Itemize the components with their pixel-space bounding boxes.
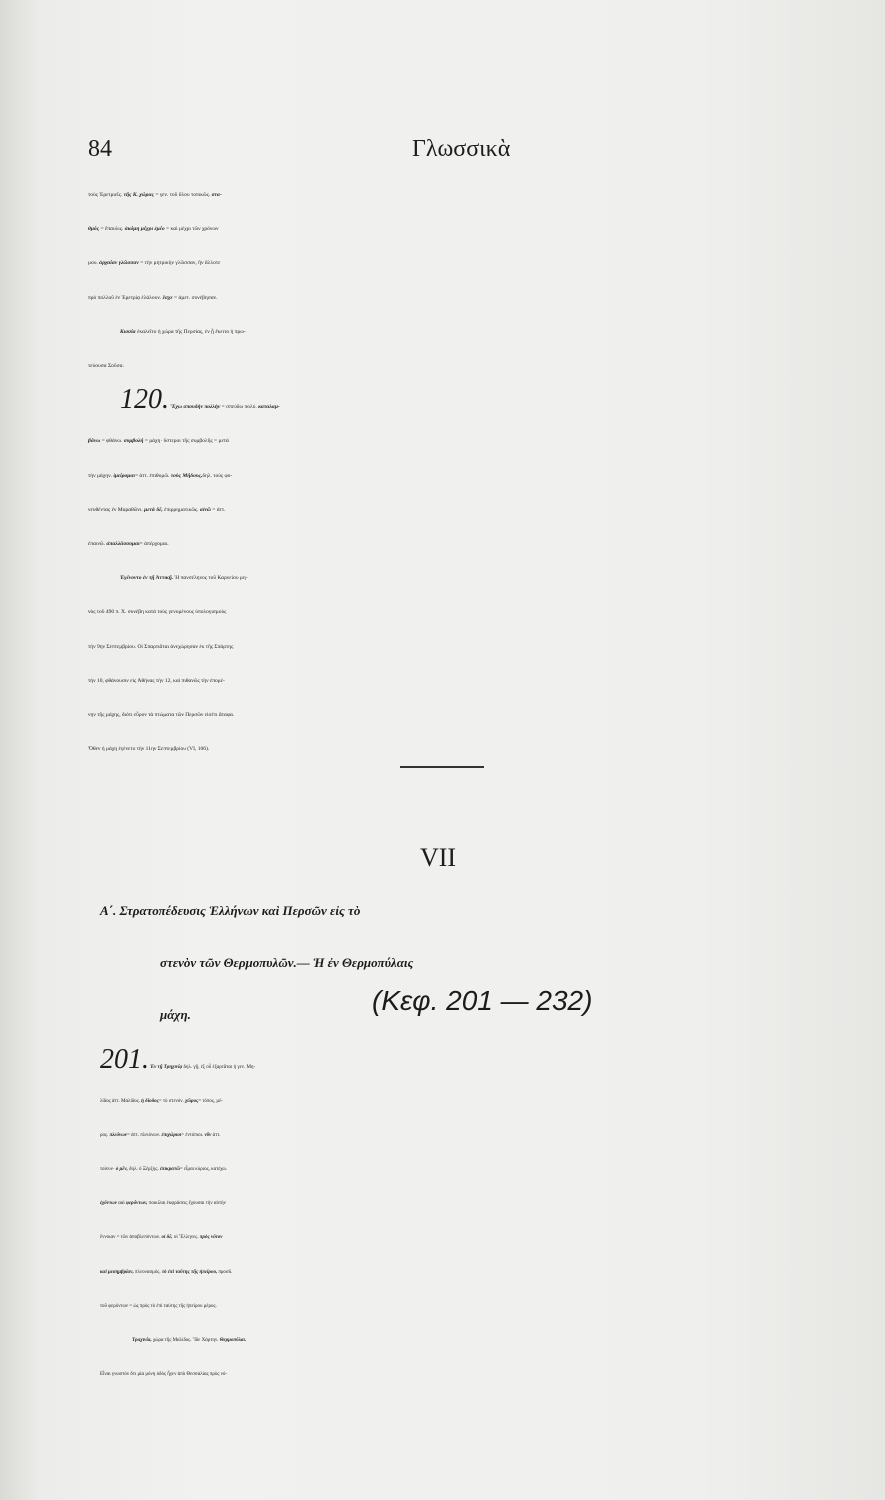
text-line: τοὺς Ἐρετριεῖς. τῆς Κ. χώρας = γεν. τοῦ ὅλου τοπικῶς. στα- bbox=[88, 192, 222, 198]
text-line: τεύουσα Σοῦσα. bbox=[88, 363, 124, 370]
text-line: ἐχόντων ααὶ φερόντων, ποικίλαι ἐκφράσεις ἔχουσαι τὴν αὐτὴν bbox=[100, 1201, 226, 1207]
text-line: τὴν 10, φθάνουσιν εἰς Ἀθήνας τὴν 12, καὶ πιθανῶς τὴν ἐπομέ- bbox=[88, 677, 225, 684]
text-line: πρὸ πολλοῦ ἐν Ἐρετρίᾳ ἐλάλουν. ἔσχε = ἀμετ. συνέβησαν. bbox=[88, 294, 218, 301]
entry-number: 201. bbox=[100, 1044, 149, 1075]
glossary-block-201 bbox=[100, 1043, 860, 1392]
text-line: Ὅθεν ἡ μάχη ἐγένετο τὴν 11ην Σεπτεμβρίου (VI, 106). bbox=[88, 746, 210, 753]
text-line: τοίνυν· ὁ μέν, δηλ. ὁ Ξέρξης. ἐπικρατῶ= εἶμαι κύριος, κατέχω. bbox=[100, 1167, 227, 1173]
chapter-reference: (Κεφ. 201 — 232) bbox=[372, 985, 593, 1016]
text-line: νευθέντας ἐν Μαραθῶνι. μετὰ δέ, ἐπιρρηματικῶς. αἰνῶ = ἀττ. bbox=[88, 506, 226, 513]
text-line: τοῦ φερόντων = ὡς πρὸς τὸ ἐπὶ ταύτης τῆς ἠπείρου μέρος. bbox=[100, 1303, 217, 1309]
running-title: Γλωσσικὰ bbox=[412, 136, 511, 162]
text-line: Εἶναι γνωστὸν ὅτι μία μόνη ὁδὸς ἦγεν ἀπὸ Θεσσαλίας πρὸς νό- bbox=[100, 1371, 228, 1377]
entry-number: 120. bbox=[120, 384, 169, 416]
text-line: ρος. πλεόνων= ἀττ. πλειόνων. ἐπιχώριοι= ἐντόπιοι. νῦν ἀττ. bbox=[100, 1133, 221, 1139]
text-line: 120. Ἔχω σπουδὴν πολλὴν = σπεύδω πολύ. καταλαμ- bbox=[120, 384, 280, 416]
section-divider bbox=[400, 766, 484, 768]
text-line: Τραχινία, χώρα τῆς Μαλίδος. Ἴδε Χάρτην. Θερμοπύλαι. bbox=[132, 1337, 247, 1343]
text-line: νὸς τοῦ 490 π. Χ. συνέβη κατὰ τοὺς γενομένους ὑπολογισμοὺς bbox=[88, 609, 227, 616]
page-number: 84 bbox=[88, 136, 112, 162]
title-line: στενὸν τῶν Θερμοπυλῶν.— Ἡ ἐν Θερμοπύλαις bbox=[160, 955, 414, 970]
running-header bbox=[88, 128, 805, 168]
text-line: Ἐγένοντο ἐν τῇ Ἀττικῇ. Ἡ πανσέληνος τοῦ Καρνείου μη- bbox=[120, 575, 248, 582]
text-line: Κισσία ἐκαλεῖτο ἡ χώρα τῆς Περσίας, ἐν ᾗ ἔκειτο ἡ πρω- bbox=[120, 328, 246, 335]
chapter-numeral: VII bbox=[420, 843, 457, 872]
title-line: μάχη. bbox=[160, 1007, 191, 1022]
text-line: τὴν 9ην Σεπτεμβρίου. Οἱ Σπαρτιᾶται ἀνεχώρησαν ἐκ τῆς Σπάρτης bbox=[88, 643, 234, 650]
text-line: 201. Ἐν τῇ Τρηχινίᾳ δηλ. γῇ, ἐξ οὗ ἐξαρτᾶται ἡ γεν. Μη- bbox=[100, 1044, 256, 1075]
text-line: μου. ἀρχαίαν γλῶσσαν = τὴν μητρικὴν γλῶσσαν, ἣν ἄλλοτε bbox=[88, 260, 221, 267]
text-line: καὶ μεσημβρίαν, πλεονασμός. τὸ ἐπὶ ταύτης τῆς ἠπείρου, προσδ. bbox=[100, 1269, 233, 1275]
title-line: Α΄. Στρατοπέδευσις Ἑλλήνων καὶ Περσῶν εἰς τὸ bbox=[100, 903, 361, 918]
text-line: θμός = ἔπαυλις. ἀκόμη μέχρι ἐμέο = καὶ μέχρι τῶν χρόνων bbox=[88, 226, 219, 233]
text-line: ἔννοιαν = τῶν ἀποβλεπόντων. οἱ δέ, οἱ Ἕλληνες. πρὸς νότον bbox=[100, 1235, 223, 1241]
text-line: νην τῆς μάχης, διότι εὗρον τὰ πτώματα τῶν Περσῶν εἰσέτι ἄταφα. bbox=[88, 712, 235, 719]
text-line: τὴν μάχην. ἱμείρομαι= ἀττ. ἐπιθυμῶ. τοὺς Μήδους,δηλ. τοὺς φο- bbox=[88, 472, 233, 479]
glossary-block-119 bbox=[88, 178, 858, 766]
text-line: βάνω = φθάνω. συμβολή = μάχη· ὕστεροι τῆς συμβολῆς = μετὰ bbox=[88, 438, 229, 445]
text-line: λίδος ἀττ. Μαλίδος. ἡ δίοδος= τὸ στενόν. χῶρος= τόπος, μέ- bbox=[100, 1099, 223, 1105]
section-title bbox=[100, 885, 860, 1041]
text-line: ἐπαινῶ. ἀπαλλάσσομαι= ἀπέρχομαι. bbox=[88, 541, 169, 548]
